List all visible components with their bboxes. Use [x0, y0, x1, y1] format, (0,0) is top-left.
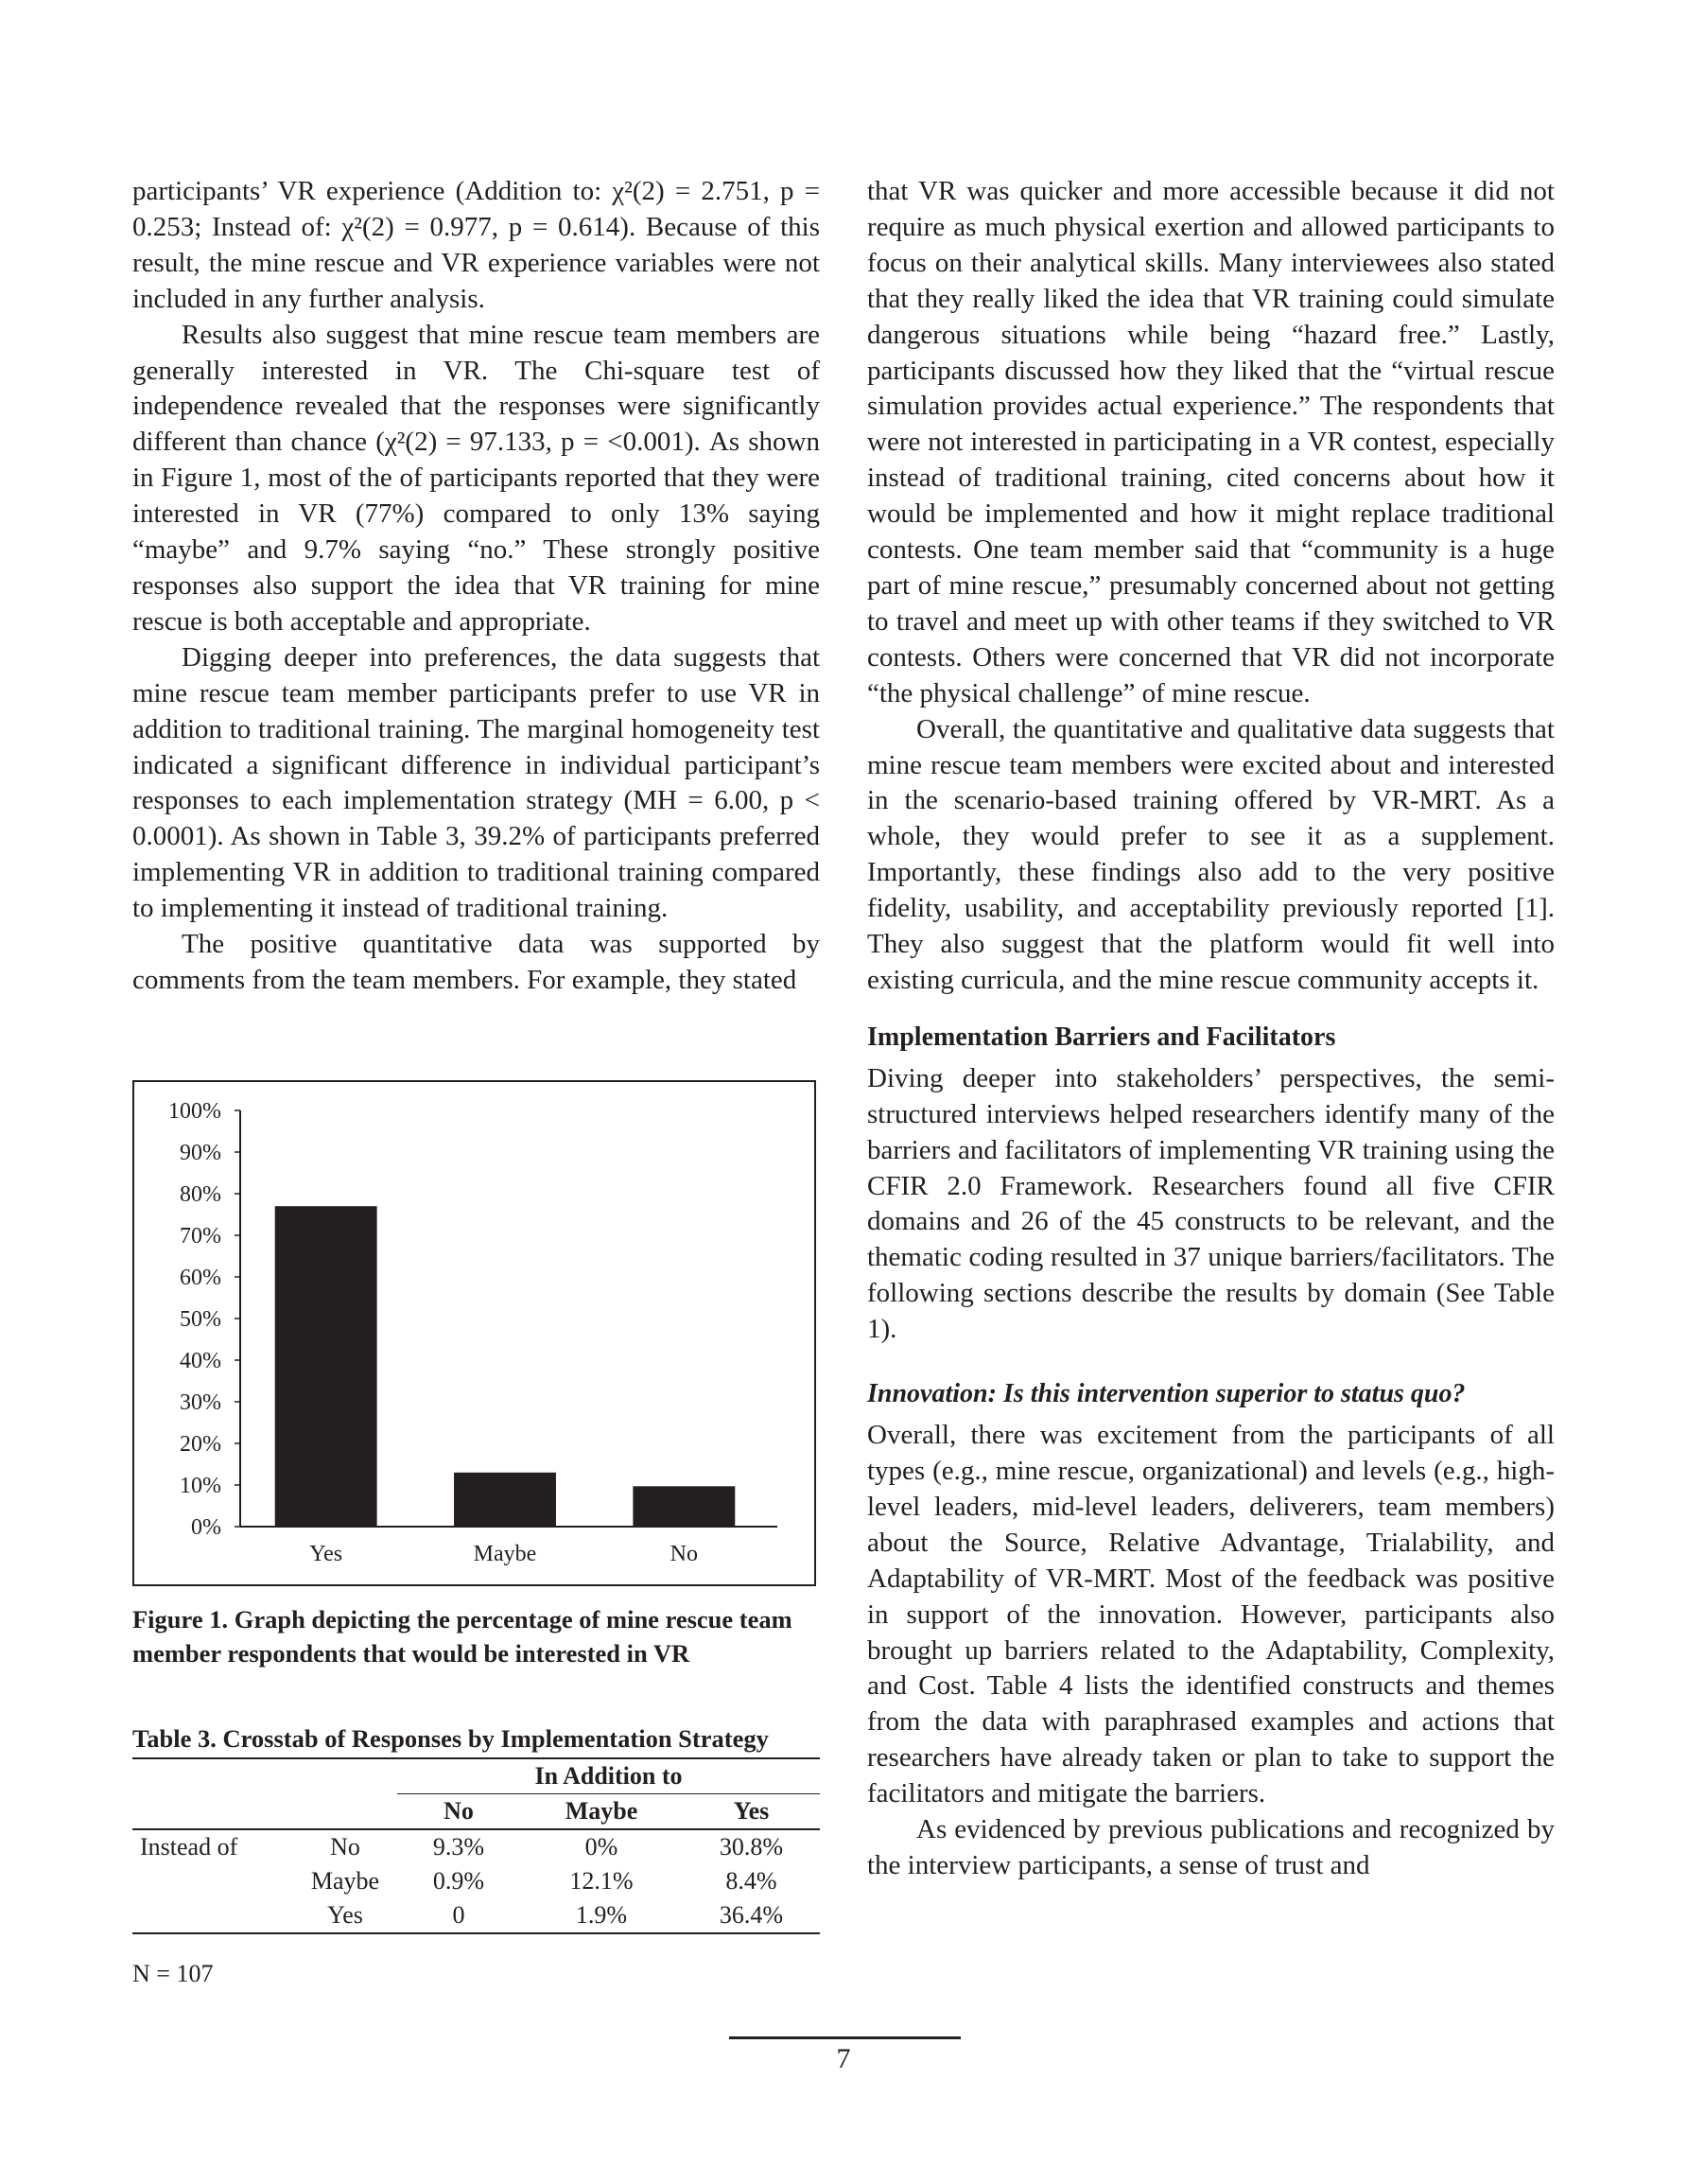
y-tick-label: 70% [180, 1224, 221, 1249]
y-tick-label: 0% [191, 1515, 221, 1540]
bar [275, 1206, 377, 1527]
right-column [867, 174, 1555, 1884]
bar-chart [134, 1082, 814, 1584]
paragraph: participants’ VR experience (Addition to: χ²(2) = 2.751, p = 0.253; Instead of: χ²(2) = 0.977, p = 0.614). Because of this result, the mine rescue and VR experience variables were not included in any further analysis. [132, 176, 820, 314]
y-tick-label: 50% [180, 1307, 221, 1332]
table-cell: 0.9% [432, 1867, 485, 1895]
table-col-header: Maybe [565, 1797, 638, 1825]
table-row [132, 1864, 820, 1898]
y-tick-label: 60% [180, 1266, 221, 1290]
table-group-header: In Addition to [397, 1758, 820, 1794]
figure-1 [132, 1080, 816, 1586]
footer-rule [729, 2036, 961, 2039]
paragraph: As evidenced by previous publications and recognized by the interview participants, a sense of trust and [867, 1814, 1555, 1880]
bar [633, 1486, 735, 1527]
table-title: Table 3. Crosstab of Responses by Implementation Strategy [132, 1724, 769, 1753]
table-col-header: No [443, 1797, 474, 1825]
subsection-heading: Innovation: Is this intervention superior to status quo? [867, 1379, 1466, 1409]
table-row [132, 1898, 820, 1933]
y-tick-label: 40% [180, 1349, 221, 1373]
table-cell: 9.3% [432, 1833, 485, 1861]
x-tick-label: Maybe [473, 1542, 537, 1566]
row-label: Yes [327, 1901, 363, 1929]
x-tick-label: No [670, 1542, 699, 1566]
bar [454, 1473, 556, 1527]
y-tick-label: 30% [180, 1390, 221, 1415]
crosstab-table [132, 1757, 820, 1934]
section-heading: Implementation Barriers and Facilitators [867, 1022, 1336, 1052]
table-cell: 36.4% [719, 1901, 784, 1929]
table-cell: 0 [452, 1901, 465, 1929]
row-label: Maybe [310, 1867, 380, 1895]
paragraph: Overall, the quantitative and qualitative data suggests that mine rescue team members were excited about and interested in the scenario-based training offered by VR-MRT. As a whole, they would prefer to see it as a supplement. Importantly, these findings also add to the very positive fidelity, usability, and acceptability previously reported [1]. They also suggest that the platform would fit well into existing curricula, and the mine rescue community accepts it. [867, 713, 1555, 995]
paragraph: The positive quantitative data was supported by comments from the team members. For example, they stated [132, 929, 820, 995]
table-cell: 8.4% [725, 1867, 777, 1895]
table-row [132, 1829, 820, 1864]
table-cell: 1.9% [575, 1901, 628, 1929]
y-tick-label: 10% [180, 1474, 221, 1498]
table-col-header: Yes [733, 1797, 770, 1825]
table-cell: 12.1% [569, 1867, 634, 1895]
left-column [132, 174, 820, 999]
table-cell: 30.8% [719, 1833, 784, 1861]
figure-caption: Figure 1. Graph depicting the percentage of mine rescue team member respondents that would be interested in VR [132, 1605, 792, 1668]
x-tick-label: Yes [309, 1542, 343, 1566]
row-group-label: Instead of [140, 1833, 238, 1861]
row-label: No [330, 1833, 360, 1861]
paragraph: that VR was quicker and more accessible because it did not require as much physical exertion and allowed participants to focus on their analytical skills. Many interviewees also stated that they really liked the idea that VR training could simulate dangerous situations while being “hazard free.” Lastly, participants discussed how they liked that the “virtual rescue simulation provides actual experience.” The respondents that were not interested in participating in a VR contest, especially instead of traditional training, cited concerns about how it would be implemented and how it might replace traditional contests. One team member said that “community is a huge part of mine rescue,” presumably concerned about not getting to travel and meet up with other teams if they switched to VR contests. Others were concerned that VR did not incorporate “the physical challenge” of mine rescue. [867, 176, 1555, 708]
table-note: N = 107 [132, 1960, 214, 1987]
page-number: 7 [836, 2043, 851, 2074]
y-tick-label: 90% [180, 1141, 221, 1165]
y-tick-label: 80% [180, 1182, 221, 1207]
y-tick-label: 100% [168, 1099, 221, 1124]
table-cell: 0% [584, 1833, 618, 1861]
paragraph: Overall, there was excitement from the participants of all types (e.g., mine rescue, organizational) and levels (e.g., high-level leaders, mid-level leaders, deliverers, team members) about the Source, Relative Advantage, Trialability, and Adaptability of VR-MRT. Most of the feedback was positive in support of the innovation. However, participants also brought up barriers related to the Adaptability, Complexity, and Cost. Table 4 lists the identified constructs and themes from the data with paraphrased examples and actions that researchers have already taken or plan to take to support the facilitators and mitigate the barriers. [867, 1420, 1555, 1809]
paragraph: Diving deeper into stakeholders’ perspectives, the semi-structured interviews helped researchers identify many of the barriers and facilitators of implementing VR training using the CFIR 2.0 Framework. Researchers found all five CFIR domains and 26 of the 45 constructs to be relevant, and the thematic coding resulted in 37 unique barriers/facilitators. The following sections describe the results by domain (See Table 1). [867, 1062, 1555, 1345]
paragraph: Results also suggest that mine rescue team members are generally interested in VR. The Chi-square test of independence revealed that the responses were significantly different than chance (χ²(2) = 97.133, p = <0.001). As shown in Figure 1, most of the of participants reported that they were interested in VR (77%) compared to only 13% saying “maybe” and 9.7% saying “no.” These strongly positive responses also support the idea that VR training for mine rescue is both acceptable and appropriate. [132, 319, 820, 637]
y-tick-label: 20% [180, 1432, 221, 1457]
paragraph: Digging deeper into preferences, the data suggests that mine rescue team member participants prefer to use VR in addition to traditional training. The marginal homogeneity test indicated a significant difference in individual participant’s responses to each implementation strategy (MH = 6.00, p < 0.0001). As shown in Table 3, 39.2% of participants preferred implementing VR in addition to traditional training compared to implementing it instead of traditional training. [132, 641, 820, 924]
table-3 [132, 1721, 820, 1934]
